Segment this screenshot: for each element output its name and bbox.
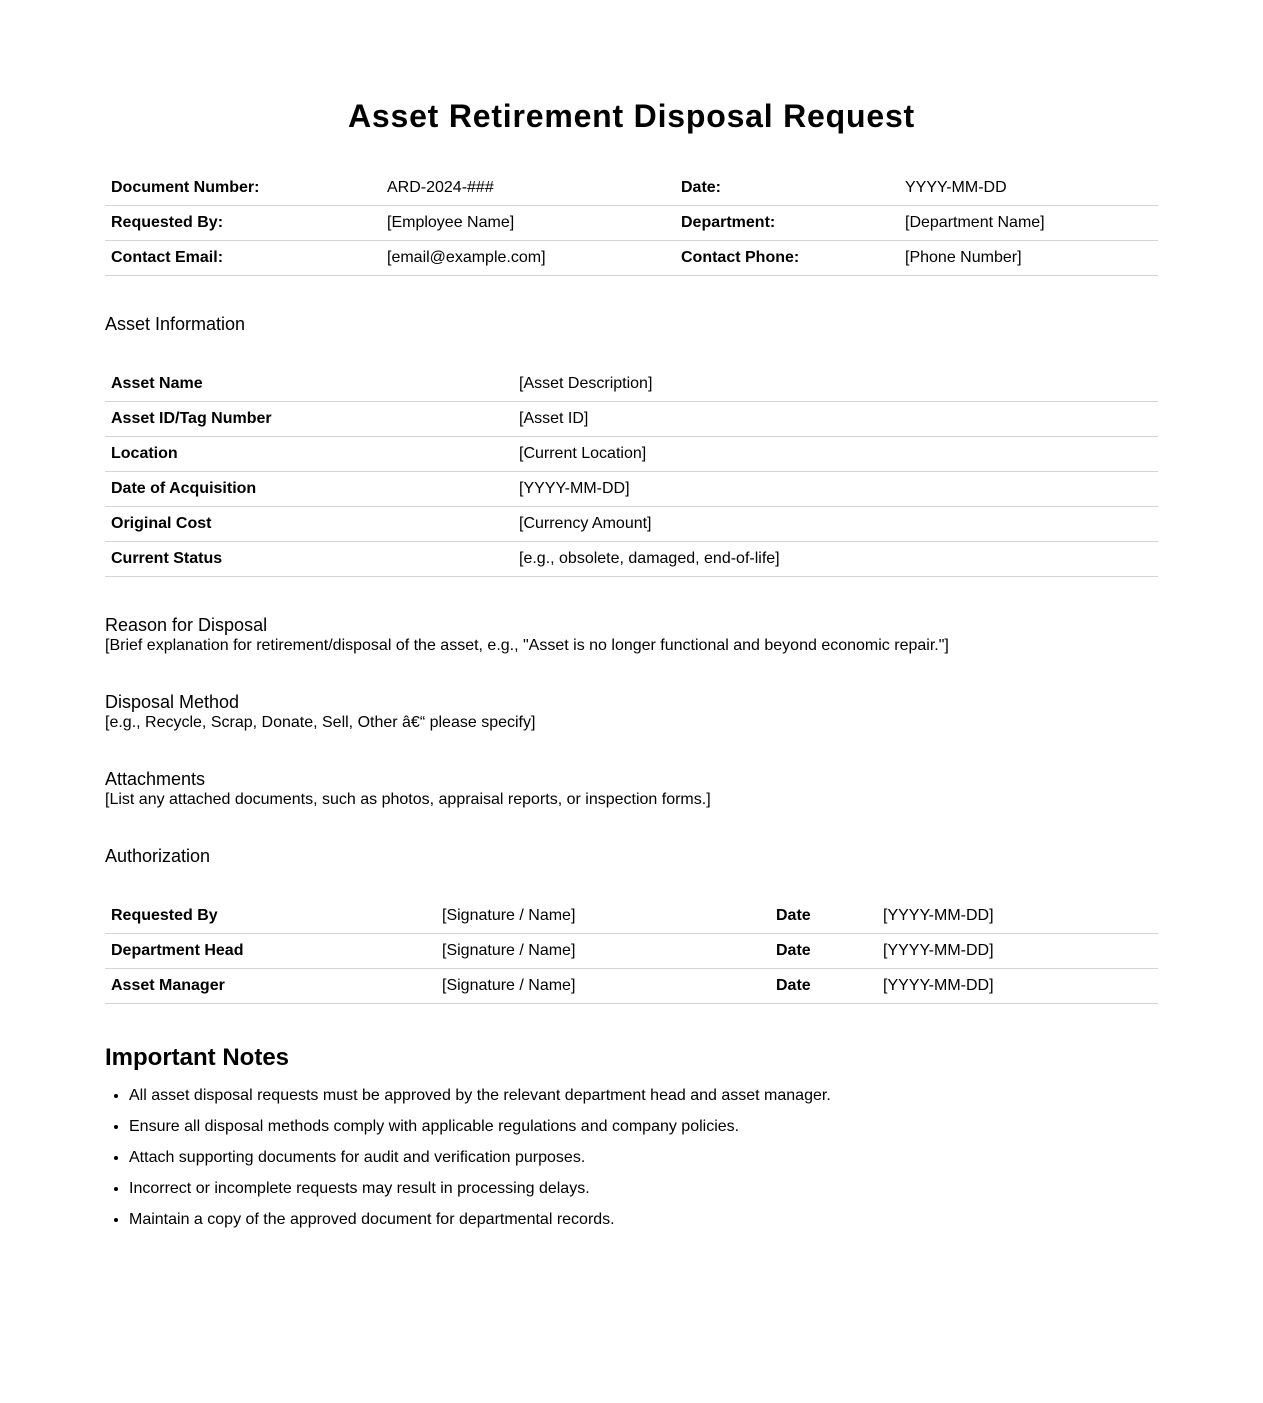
- list-item: • Incorrect or incomplete requests may result in processing delays.: [129, 1179, 1158, 1199]
- table-row: [105, 542, 1158, 577]
- disposal-method-text: [e.g., Recycle, Scrap, Donate, Sell, Other â€“ please specify]: [105, 714, 536, 731]
- field-label: Original Cost: [105, 507, 513, 542]
- date-field: [YYYY-MM-DD]: [877, 934, 1158, 969]
- table-row: [105, 241, 1158, 276]
- date-label: Date: [770, 899, 877, 934]
- field-value: [email@example.com]: [381, 241, 675, 276]
- field-value: [Asset Description]: [513, 367, 1158, 402]
- field-value: [Current Location]: [513, 437, 1158, 472]
- table-row: [105, 899, 1158, 934]
- table-row: [105, 507, 1158, 542]
- field-label: Contact Phone:: [675, 241, 899, 276]
- reason-text: [Brief explanation for retirement/disposal of the asset, e.g., "Asset is no longer functional and beyond economic repair."]: [105, 637, 949, 654]
- table-row: [105, 367, 1158, 402]
- signature-field: [Signature / Name]: [436, 934, 770, 969]
- date-field: [YYYY-MM-DD]: [877, 969, 1158, 1004]
- field-label: Location: [105, 437, 513, 472]
- field-label: Asset Name: [105, 367, 513, 402]
- authorization-heading: Authorization: [105, 846, 211, 866]
- field-value: [e.g., obsolete, damaged, end-of-life]: [513, 542, 1158, 577]
- attachments-heading: Attachments: [105, 769, 206, 789]
- disposal-method-heading: Disposal Method: [105, 692, 240, 712]
- table-row: [105, 934, 1158, 969]
- field-value: [Phone Number]: [899, 241, 1158, 276]
- signature-field: [Signature / Name]: [436, 969, 770, 1004]
- attachments-text: [List any attached documents, such as photos, appraisal reports, or inspection forms.]: [105, 791, 711, 808]
- field-label: Asset ID/Tag Number: [105, 402, 513, 437]
- asset-information-heading: Asset Information: [105, 314, 246, 334]
- field-value: [YYYY-MM-DD]: [513, 472, 1158, 507]
- table-row: [105, 969, 1158, 1004]
- document-title: Asset Retirement Disposal Request: [347, 98, 915, 134]
- authorization-table: [105, 899, 1158, 1004]
- document-page: [105, 0, 1158, 1230]
- signature-field: [Signature / Name]: [436, 899, 770, 934]
- asset-information-table: [105, 367, 1158, 577]
- table-row: [105, 171, 1158, 206]
- field-value: [Employee Name]: [381, 206, 675, 241]
- list-item: • All asset disposal requests must be approved by the relevant department head and asset manager.: [129, 1086, 1158, 1106]
- field-label: Date of Acquisition: [105, 472, 513, 507]
- important-notes-list: [105, 1086, 1158, 1230]
- field-value: YYYY-MM-DD: [899, 171, 1158, 206]
- field-value: [Currency Amount]: [513, 507, 1158, 542]
- role-label: Asset Manager: [105, 969, 436, 1004]
- date-label: Date: [770, 934, 877, 969]
- important-notes-heading: Important Notes: [105, 1044, 290, 1071]
- field-label: Document Number:: [105, 171, 381, 206]
- role-label: Requested By: [105, 899, 436, 934]
- list-item: • Attach supporting documents for audit and verification purposes.: [129, 1148, 1158, 1168]
- table-row: [105, 437, 1158, 472]
- list-item: • Ensure all disposal methods comply with applicable regulations and company policies.: [129, 1117, 1158, 1137]
- table-row: [105, 206, 1158, 241]
- role-label: Department Head: [105, 934, 436, 969]
- field-label: Department:: [675, 206, 899, 241]
- table-row: [105, 472, 1158, 507]
- field-label: Contact Email:: [105, 241, 381, 276]
- table-row: [105, 402, 1158, 437]
- reason-heading: Reason for Disposal: [105, 615, 268, 635]
- field-value: [Department Name]: [899, 206, 1158, 241]
- date-label: Date: [770, 969, 877, 1004]
- list-item: • Maintain a copy of the approved document for departmental records.: [129, 1210, 1158, 1230]
- field-value: [Asset ID]: [513, 402, 1158, 437]
- field-label: Requested By:: [105, 206, 381, 241]
- field-label: Current Status: [105, 542, 513, 577]
- field-label: Date:: [675, 171, 899, 206]
- document-header-table: [105, 171, 1158, 276]
- date-field: [YYYY-MM-DD]: [877, 899, 1158, 934]
- field-value: ARD-2024-###: [381, 171, 675, 206]
